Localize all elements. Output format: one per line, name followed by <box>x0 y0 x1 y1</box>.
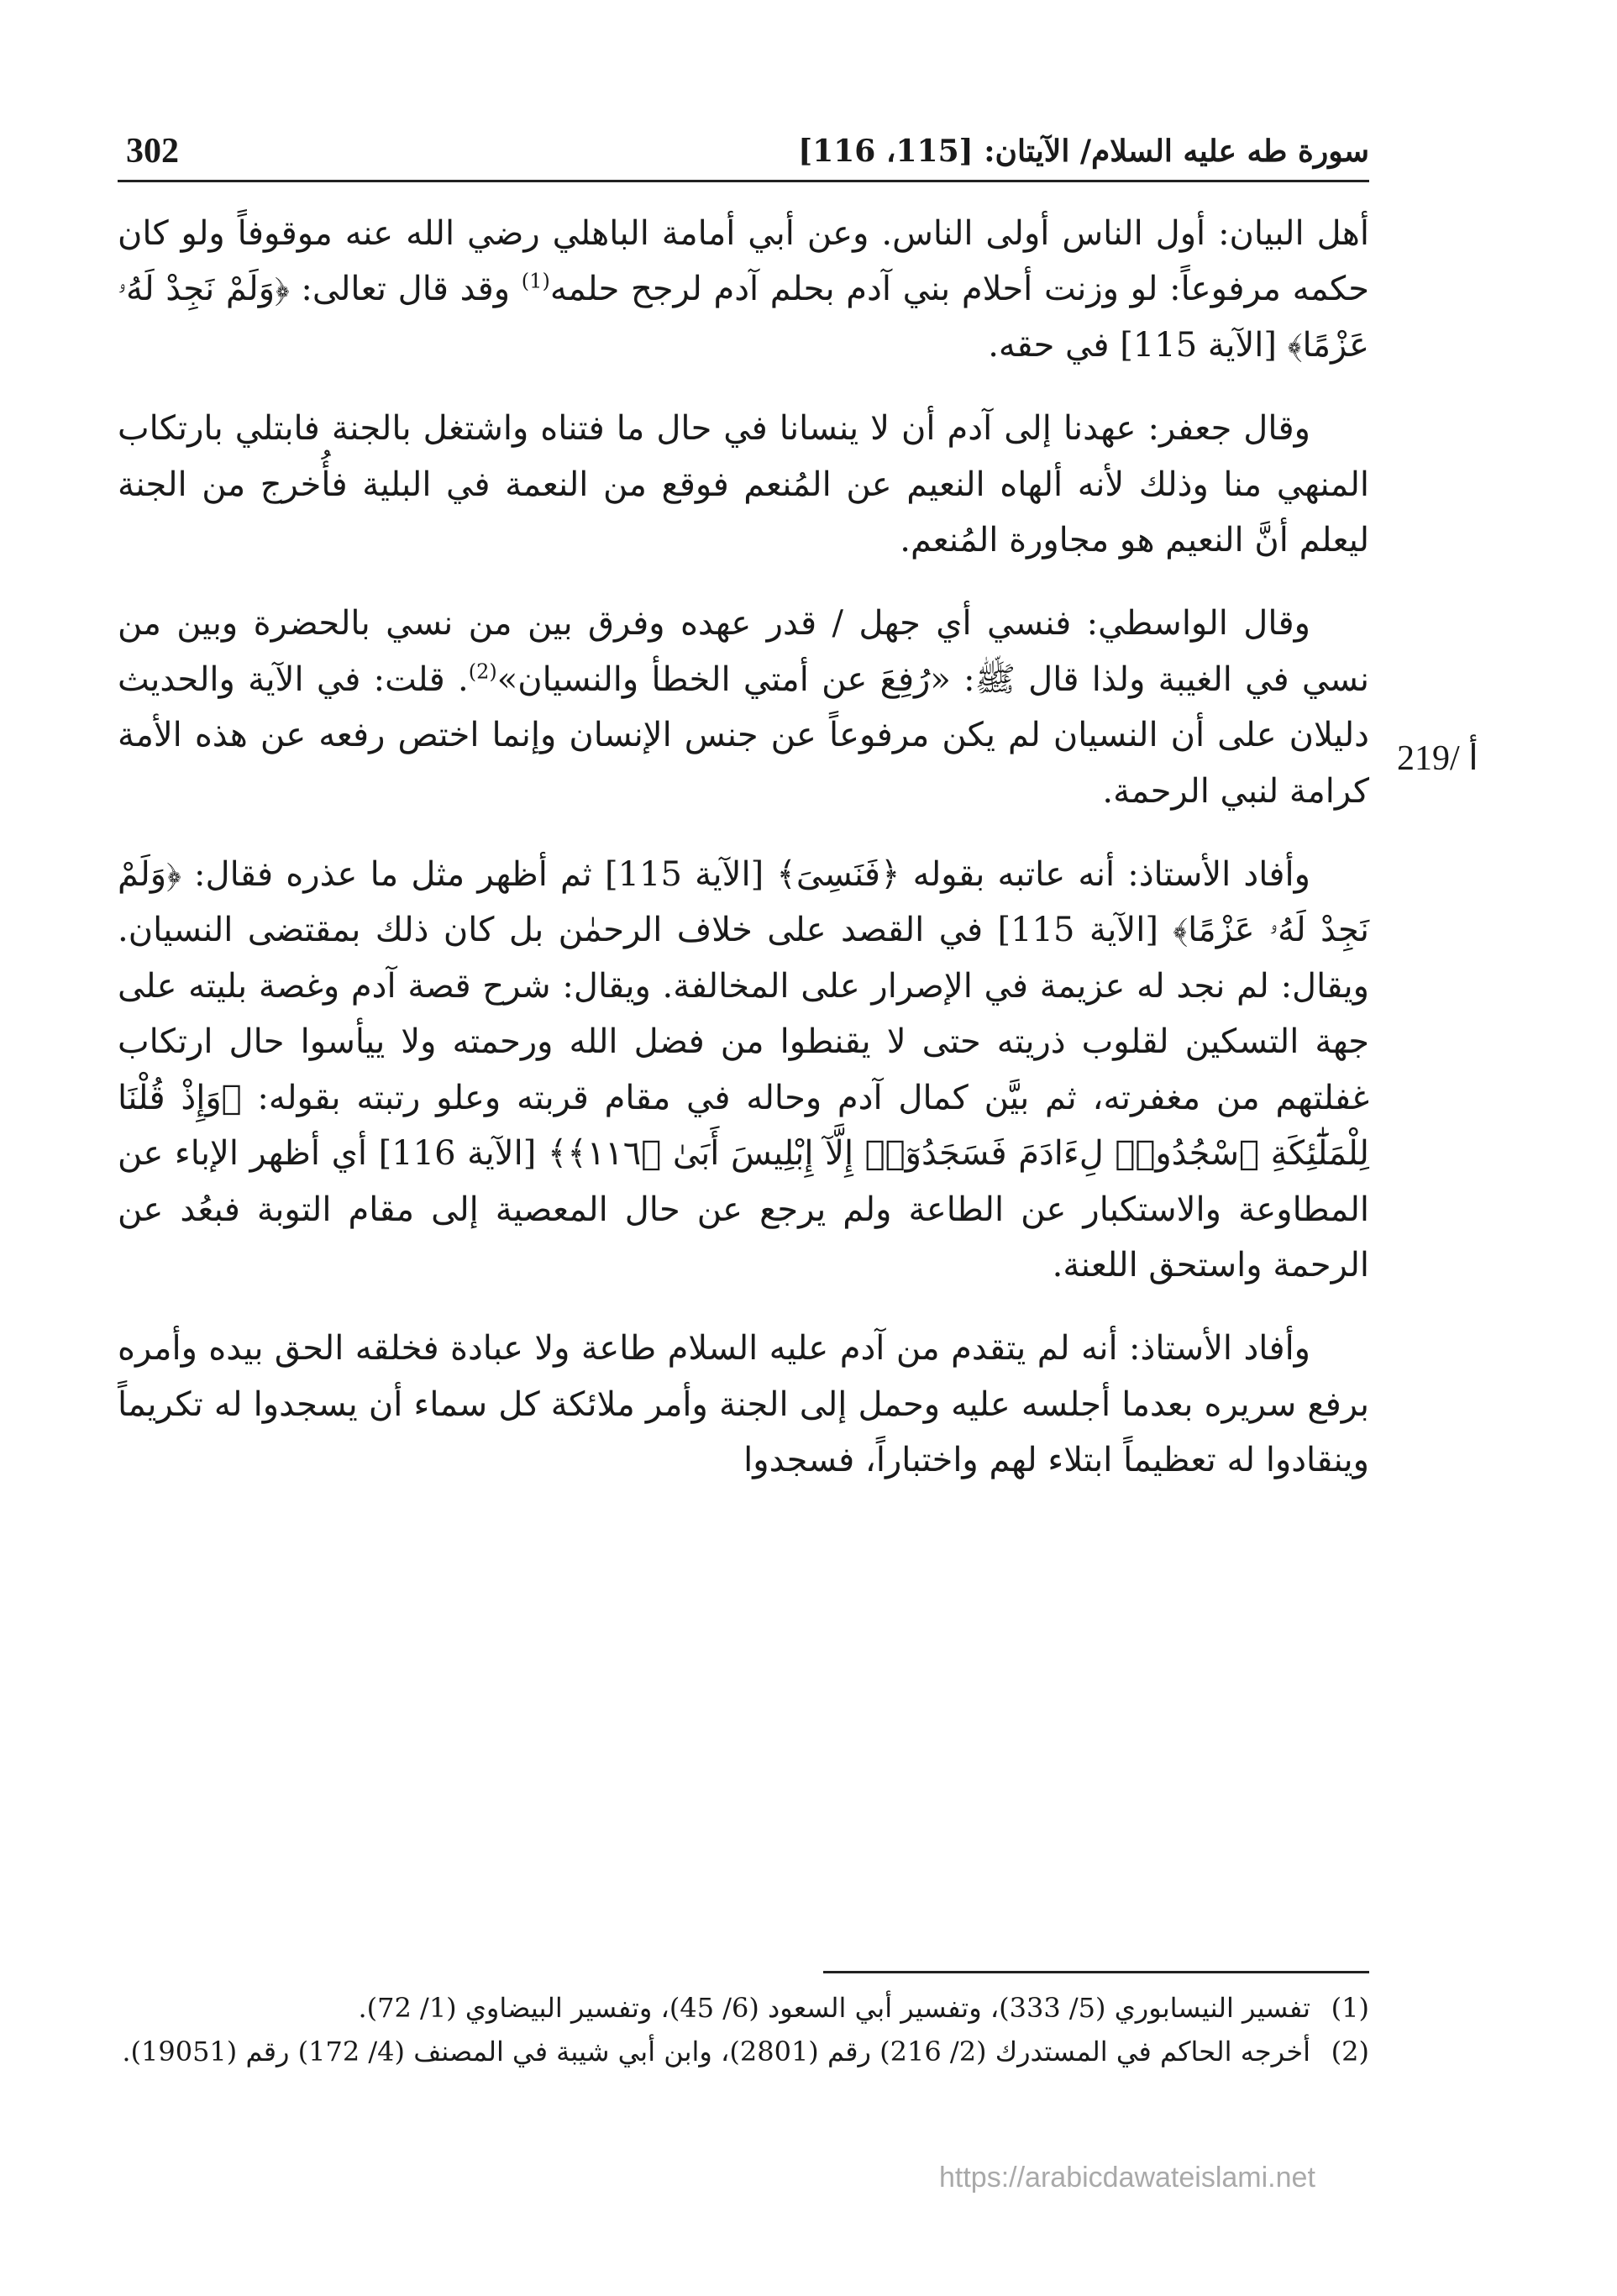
footnote-ref-2[interactable]: (2) <box>468 659 497 684</box>
manuscript-folio-note: 219/ أ <box>1397 739 1478 778</box>
header-divider <box>118 180 1369 182</box>
page-header <box>118 126 1369 176</box>
footnote-text: أخرجه الحاكم في المستدرك (2/ 216) رقم (2801)، وابن أبي شيبة في المصنف (4/ 172) رقم (19051). <box>122 2036 1310 2067</box>
paragraph-4: وأفاد الأستاذ: أنه عاتبه بقوله ﴿فَنَسِىَ﴾ [الآية 115] ثم أظهر مثل ما عذره فقال: ﴿وَلَمْ نَجِدْ لَهُۥ عَزْمًا﴾ [الآية 115] في القصد على خلاف الرحمٰن بل كان ذلك بمقتضى النسيان. ويقال: لم نجد له عزيمة في الإصرار على المخالفة. ويقال: شرح قصة آدم وغصة بليته على جهة التسكين لقلوب ذريته حتى لا يقنطوا من فضل الله ورحمته ولا ييأسوا حال ارتكاب غفلتهم من مغفرته، ثم بيَّن كمال آدم وحاله في مقام قربته وعلو رتبته بقوله: ﴿وَإِذْ قُلْنَا لِلْمَلَٰٓئِكَةِ ٱسْجُدُوا۟ لِءَادَمَ فَسَجَدُوٓا۟ إِلَّآ إِبْلِيسَ أَبَىٰ ﴿١١٦﴾﴾ [الآية 116] أي أظهر الإباء عن المطاوعة والاستكبار عن الطاعة ولم يرجع عن حال المعصية إلى مقام التوبة فبعُد عن الرحمة واستحق اللعنة. <box>118 855 1369 1285</box>
paragraph-5: وأفاد الأستاذ: أنه لم يتقدم من آدم عليه السلام طاعة ولا عبادة فخلقه الحق بيده وأمره برفع سريره بعدما أجلسه عليه وحمل إلى الجنة وأمر ملائكة كل سماء أن يسجدوا له تكريماً وينقادوا له تعظيماً ابتلاء لهم واختباراً، فسجدوا <box>118 1329 1369 1480</box>
running-title: سورة طه عليه السلام/ الآيتان: [115، 116] <box>798 134 1369 169</box>
watermark-url: https://arabicdawateislami.net <box>939 2162 1315 2194</box>
paragraph-3: وقال الواسطي: فنسي أي جهل / قدر عهده وفرق بين من نسي بالحضرة وبين من نسي في الغيبة ولذا قال ﷺ: «رُفِعَ عن أمتي الخطأ والنسيان»$^{(2)}$. قلت: في الآية والحديث دليلان على أن النسيان لم يكن مرفوعاً عن جنس الإنسان وإنما اختص رفعه عن هذه الأمة كرامة لنبي الرحمة. <box>118 604 1370 811</box>
footnote-ref-1[interactable]: (1) <box>521 270 550 294</box>
footnote-number: (2) <box>1331 2036 1369 2067</box>
footnote-2 <box>118 2030 1369 2073</box>
footnote-1 <box>118 1986 1369 2030</box>
footnote-divider <box>823 1971 1369 1973</box>
paragraph-1: أهل البيان: أول الناس أولى الناس. وعن أبي أمامة الباهلي رضي الله عنه موقوفاً ولو كان حكمه مرفوعاً: لو وزنت أحلام بني آدم بحلم آدم لرجح حلمه$^{(1)}$ وقد قال تعالى: ﴿وَلَمْ نَجِدْ لَهُۥ عَزْمًا﴾ [الآية 115] في حقه. <box>118 214 1369 365</box>
footnote-text: تفسير النيسابوري (5/ 333)، وتفسير أبي السعود (6/ 45)، وتفسير البيضاوي (1/ 72). <box>358 1992 1310 2024</box>
main-text <box>118 206 1369 1516</box>
page-number: 302 <box>126 132 179 171</box>
footnote-number: (1) <box>1331 1992 1369 2024</box>
footnotes <box>118 1986 1369 2073</box>
paragraph-2: وقال جعفر: عهدنا إلى آدم أن لا ينسانا في حال ما فتناه واشتغل بالجنة فابتلي بارتكاب المنهي منا وذلك لأنه ألهاه النعيم عن المُنعم فوقع من النعمة في البلية فأُخرج من الجنة ليعلم أنَّ النعيم هو مجاورة المُنعم. <box>118 409 1369 560</box>
